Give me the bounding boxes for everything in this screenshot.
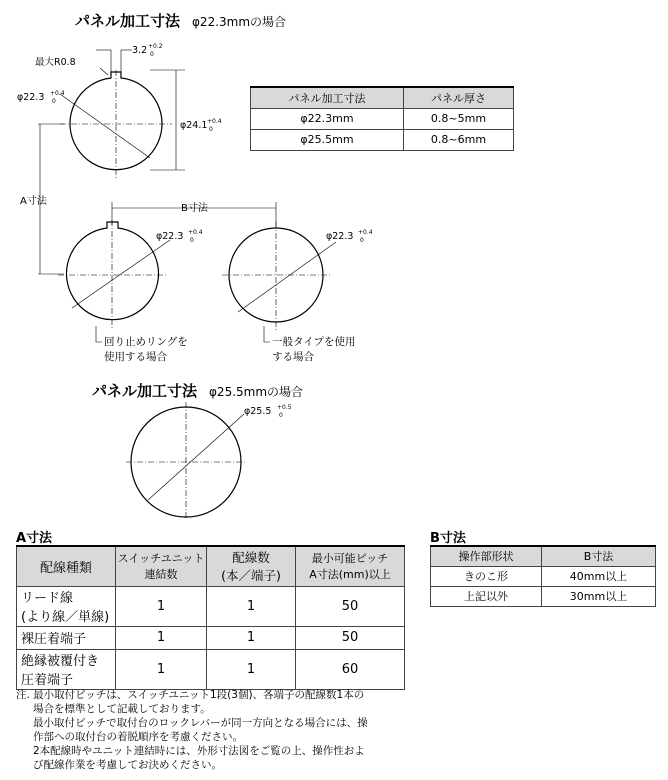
- a-cell: 1: [207, 649, 296, 689]
- a-dim-label: A寸法: [20, 196, 47, 207]
- dia-right-tol-top: +0.4: [207, 118, 222, 125]
- a-header-2: スイッチユニット 連結数: [116, 546, 207, 586]
- hole2-tol-top: +0.4: [358, 229, 373, 236]
- table-row: [251, 129, 514, 150]
- note-line: 場合を標準として記載しております。: [33, 703, 211, 715]
- a-cell: 50: [296, 626, 405, 649]
- note1-line2: 使用する場合: [104, 351, 167, 363]
- a-cell: 60: [296, 649, 405, 689]
- notch-width-tol-bot: 0: [150, 51, 154, 58]
- dia-left-label: φ22.3: [17, 92, 45, 103]
- a-cell: 1: [207, 586, 296, 626]
- table-row: [431, 566, 656, 586]
- note-line: び配線作業を考慮してお決めください。: [33, 759, 222, 771]
- a-header-4: 最小可能ピッチ A寸法(mm)以上: [296, 546, 405, 586]
- notes-block: [16, 688, 416, 772]
- table-row: [17, 586, 405, 626]
- a-cell: 1: [116, 586, 207, 626]
- note1-line1: 回り止めリングを: [104, 336, 188, 348]
- dia-right-tol-bot: 0: [209, 126, 213, 133]
- dia-25-tol-top: +0.5: [277, 404, 292, 411]
- panel-22-title-text: パネル加工寸法: [75, 12, 181, 30]
- panel-22-drawing: [0, 30, 420, 370]
- dia-25-label: φ25.5: [244, 406, 272, 417]
- dia-left-tol-bot: 0: [52, 98, 56, 105]
- b-dimension-table: [430, 545, 656, 607]
- note-line: 作部への取付台の着脱順序を考慮ください。: [33, 731, 243, 743]
- panel-25-drawing: [120, 400, 340, 520]
- a-header-1: 配線種類: [17, 546, 116, 586]
- keyed-hole-1: [66, 222, 158, 320]
- a-cell: 絶縁被覆付き 圧着端子: [17, 649, 116, 689]
- b-dim-label: B寸法: [181, 203, 208, 214]
- thickness-header-2: パネル厚さ: [403, 87, 513, 108]
- hole1-tol-top: +0.4: [188, 229, 203, 236]
- b-cell: 40mm以上: [542, 566, 656, 586]
- panel-25-title-text: パネル加工寸法: [92, 382, 198, 400]
- b-header-1: 操作部形状: [431, 546, 542, 566]
- panel-22-subtitle: φ22.3mmの場合: [192, 15, 287, 29]
- notch-width-label: 3.2: [132, 45, 148, 56]
- table-row: [17, 626, 405, 649]
- a-dimension-table: [16, 545, 405, 690]
- a-header-3: 配線数 (本／端子): [207, 546, 296, 586]
- a-cell: リード線 (より線／単線): [17, 586, 116, 626]
- hole2-tol-bot: 0: [360, 237, 364, 244]
- dia-25-tol-bot: 0: [279, 412, 283, 419]
- thickness-header-1: パネル加工寸法: [251, 87, 404, 108]
- table-row: [251, 108, 514, 129]
- panel-22-title: [75, 10, 286, 31]
- note2-line1: 一般タイプを使用: [272, 336, 356, 348]
- thickness-cell: φ22.3mm: [251, 108, 404, 129]
- hole1-tol-bot: 0: [190, 237, 194, 244]
- note-line: 2本配線時やユニット連結時には、外形寸法図をご覧の上、操作性およ: [33, 745, 365, 757]
- max-radius-label: 最大R0.8: [35, 57, 76, 68]
- note-line: 最小取付ピッチで取付台のロックレバーが同一方向となる場合には、操: [33, 717, 368, 729]
- a-cell: 裸圧着端子: [17, 626, 116, 649]
- b-header-2: B寸法: [542, 546, 656, 566]
- a-cell: 1: [207, 626, 296, 649]
- a-table-title: A寸法: [16, 531, 53, 546]
- note-line: 注. 最小取付ピッチは、スイッチユニット1段(3個)、各端子の配線数1本の: [16, 689, 365, 701]
- b-cell: きのこ形: [431, 566, 542, 586]
- thickness-cell: 0.8~5mm: [403, 108, 513, 129]
- panel-25-title: [92, 380, 303, 401]
- thickness-table: [250, 86, 514, 151]
- note2-line2: する場合: [272, 351, 314, 363]
- b-cell: 上記以外: [431, 586, 542, 606]
- a-cell: 1: [116, 649, 207, 689]
- hole1-dia-label: φ22.3: [156, 231, 184, 242]
- thickness-cell: 0.8~6mm: [403, 129, 513, 150]
- panel-25-subtitle: φ25.5mmの場合: [209, 385, 304, 399]
- hole2-dia-label: φ22.3: [326, 231, 354, 242]
- a-cell: 50: [296, 586, 405, 626]
- b-cell: 30mm以上: [542, 586, 656, 606]
- dia-right-label: φ24.1: [180, 120, 208, 131]
- a-cell: 1: [116, 626, 207, 649]
- b-table-title: B寸法: [430, 531, 466, 546]
- table-row: [431, 586, 656, 606]
- table-row: [17, 649, 405, 689]
- thickness-cell: φ25.5mm: [251, 129, 404, 150]
- notch-width-tol-top: +0.2: [148, 43, 163, 50]
- dia-left-tol-top: +0.4: [50, 90, 65, 97]
